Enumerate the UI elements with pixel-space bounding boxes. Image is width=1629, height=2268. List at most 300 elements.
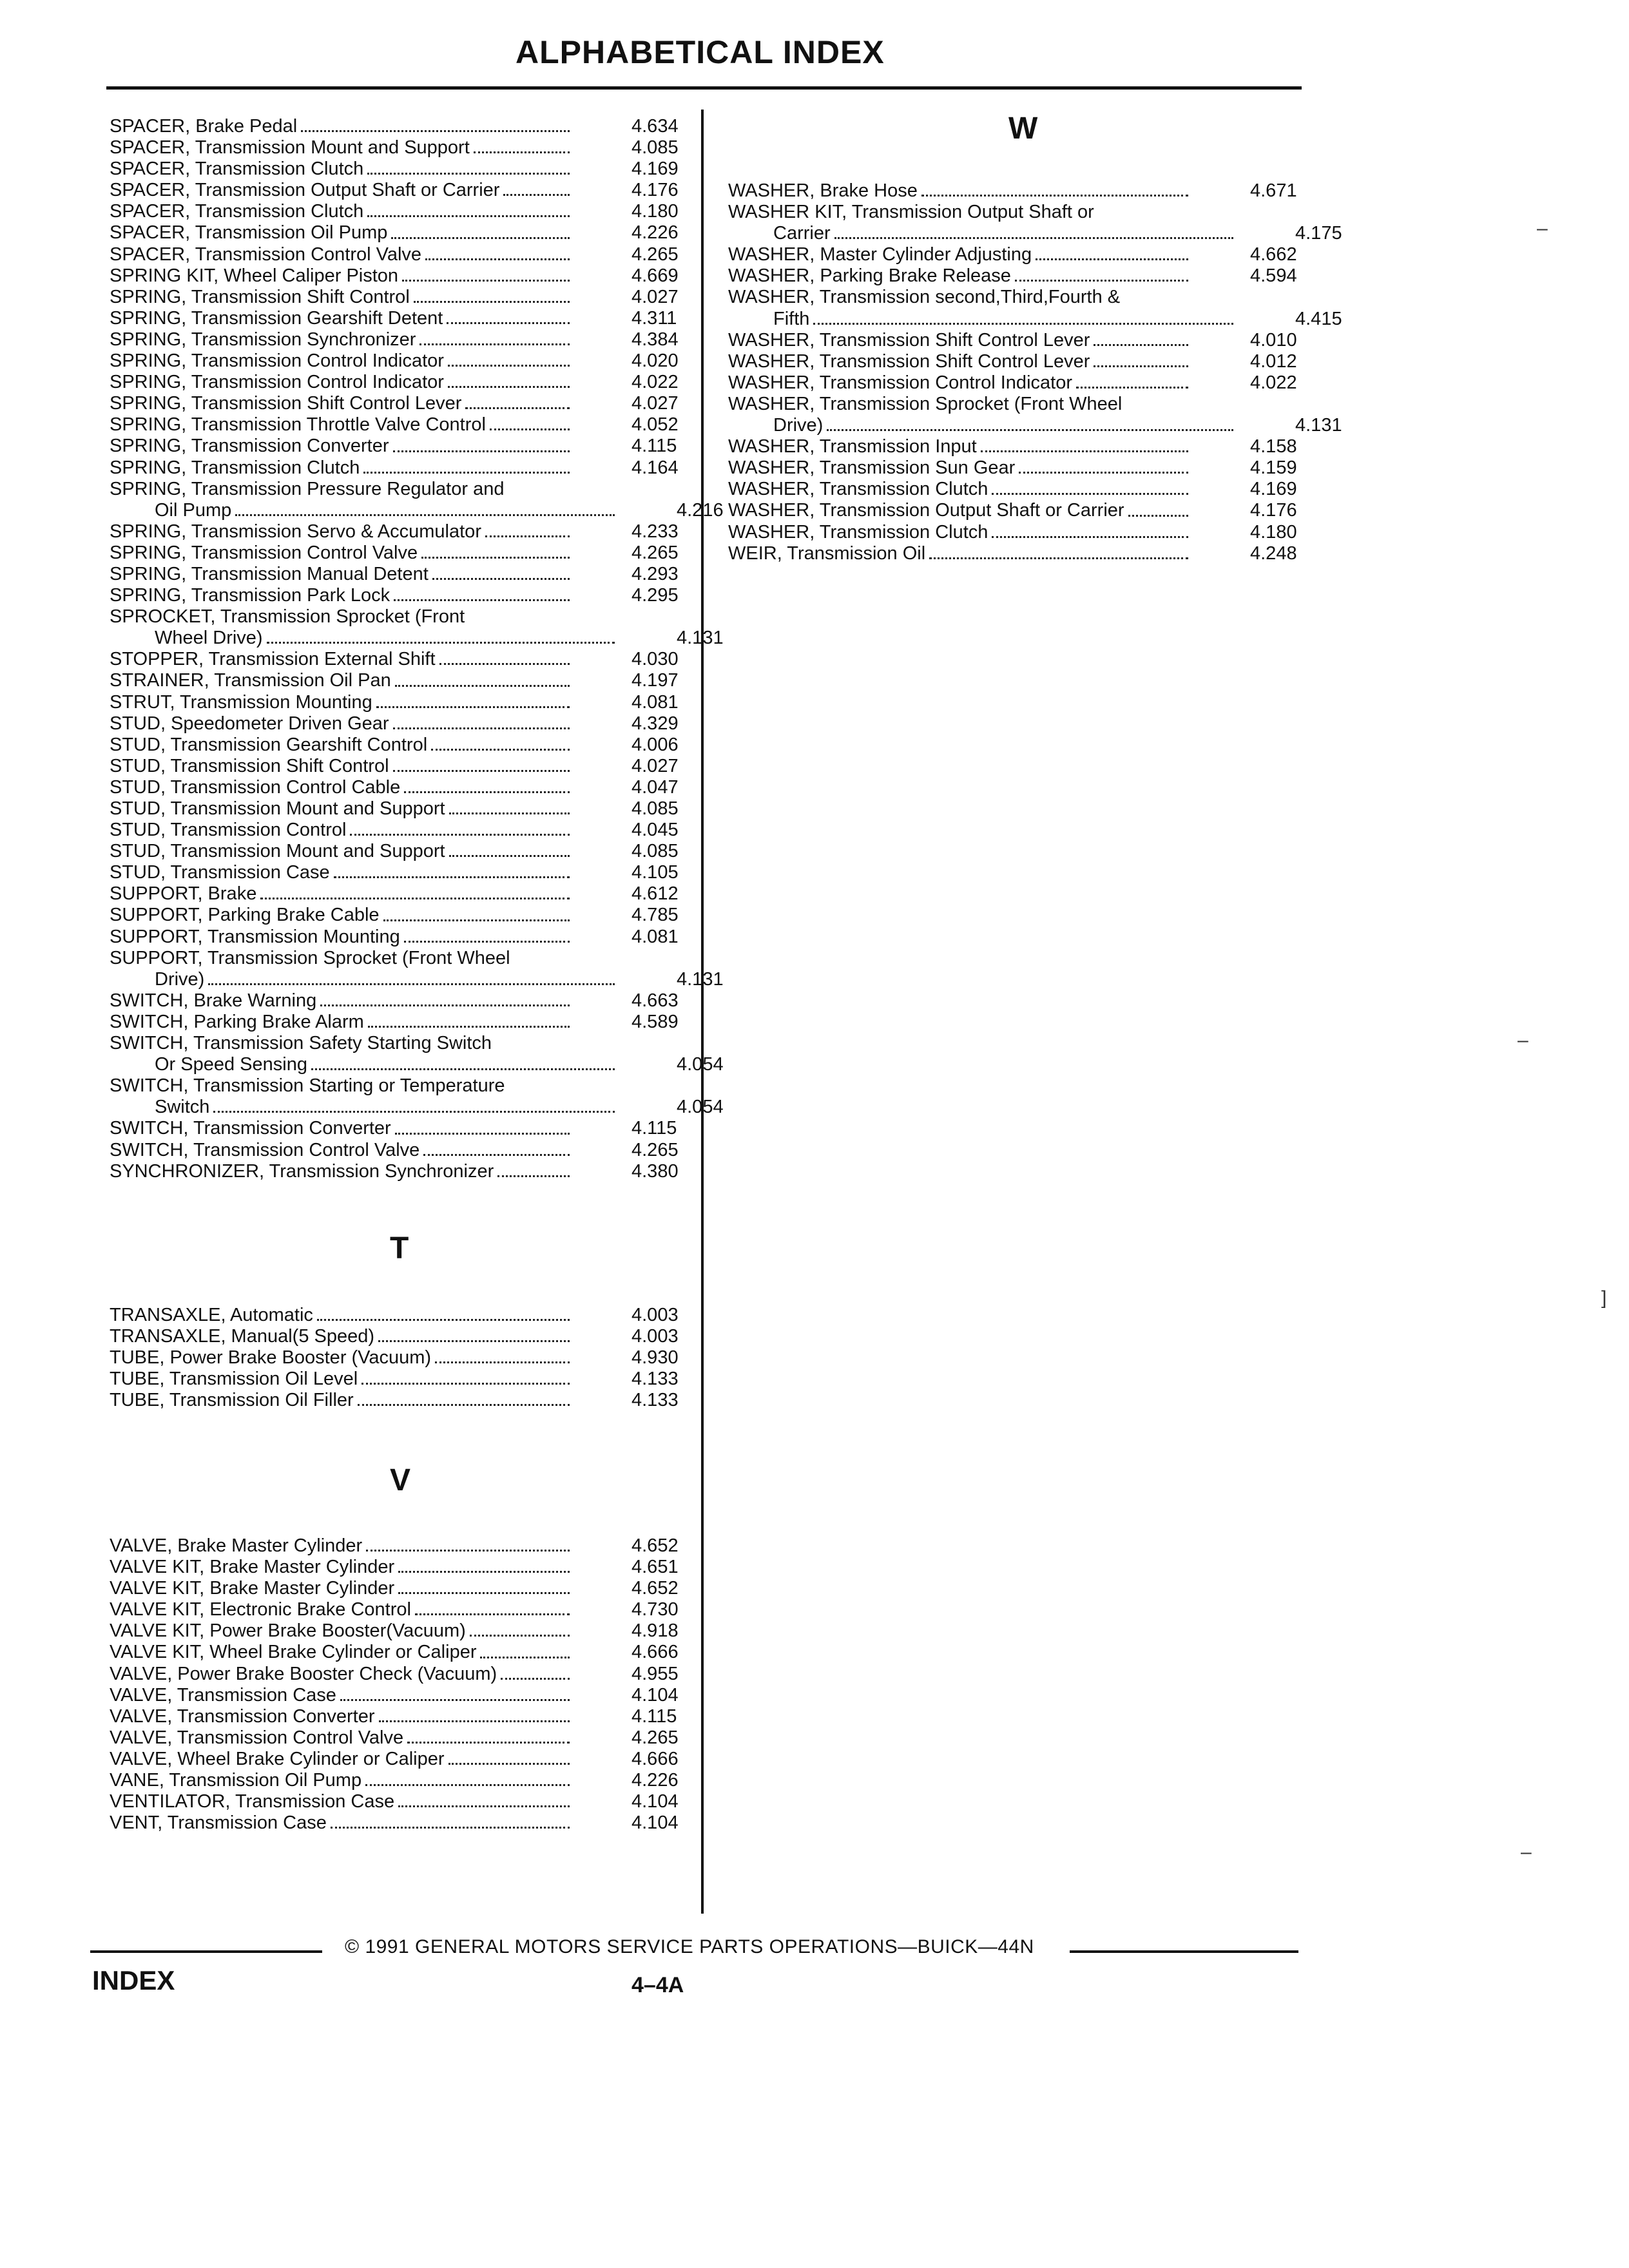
entry-description: WASHER, Brake Hose: [728, 180, 918, 201]
entry-page-reference: 4.052: [631, 414, 679, 436]
entry-description: SPROCKET, Transmission Sprocket (Front: [110, 606, 465, 628]
entry-page-reference: 4.081: [631, 926, 679, 947]
index-entry: [110, 1599, 702, 1620]
dot-leader: [366, 1550, 570, 1552]
section-heading-v: V: [390, 1463, 411, 1497]
dot-leader: [331, 1827, 570, 1829]
dot-leader: [503, 194, 570, 196]
index-entry: [728, 330, 1315, 351]
entry-description: SPACER, Transmission Mount and Support: [110, 137, 470, 159]
index-entry: [110, 1727, 702, 1749]
entry-description: SWITCH, Transmission Converter: [110, 1118, 391, 1139]
entry-page-reference: 4.176: [631, 180, 679, 201]
entry-description: SWITCH, Transmission Starting or Temperature: [110, 1075, 505, 1097]
dot-leader: [485, 535, 570, 537]
entry-page-reference: 4.115: [631, 1118, 677, 1139]
entry-description: SPACER, Transmission Clutch: [110, 159, 364, 180]
entry-page-reference: 4.233: [631, 521, 679, 542]
entry-description: VENT, Transmission Case: [110, 1812, 327, 1834]
dot-leader: [320, 1004, 570, 1006]
index-entry: [110, 1012, 702, 1033]
entry-page-reference: 4.612: [631, 883, 679, 905]
dot-leader: [921, 195, 1188, 197]
dot-leader: [992, 493, 1188, 495]
entry-description: SPACER, Transmission Oil Pump: [110, 222, 388, 244]
entry-page-reference: 4.003: [631, 1326, 679, 1347]
index-entry: [110, 1140, 702, 1161]
dot-leader: [449, 855, 570, 857]
dot-leader: [367, 215, 570, 217]
entry-page-reference: 4.226: [631, 1770, 679, 1791]
index-entry: [110, 329, 702, 351]
index-entry: [110, 265, 702, 287]
dot-leader: [1076, 387, 1188, 389]
dot-leader: [447, 322, 570, 324]
dot-leader: [448, 365, 570, 367]
entry-page-reference: 4.115: [631, 436, 677, 457]
entry-page-reference: 4.169: [631, 159, 679, 180]
entry-description: Oil Pump: [155, 499, 232, 521]
dot-leader: [404, 941, 570, 943]
entry-description: TRANSAXLE, Automatic: [110, 1305, 313, 1325]
dot-leader: [395, 685, 570, 687]
entry-page-reference: 4.133: [631, 1369, 679, 1390]
entry-page-reference: 4.730: [631, 1599, 679, 1620]
entry-description: SPRING, Transmission Shift Control Lever: [110, 393, 462, 414]
entry-page-reference: 4.027: [631, 286, 679, 307]
dot-leader: [379, 1720, 570, 1722]
index-entry: [728, 457, 1315, 479]
entry-description: VALVE KIT, Brake Master Cylinder: [110, 1578, 395, 1599]
entry-page-reference: 4.666: [631, 1642, 679, 1663]
margin-mark: ]: [1601, 1287, 1607, 1309]
index-entry: [728, 244, 1315, 265]
index-entry: [110, 990, 702, 1012]
entry-page-reference: 4.131: [1295, 415, 1342, 436]
entry-page-reference: 4.054: [677, 1054, 724, 1075]
dot-leader: [834, 237, 1233, 239]
entry-page-reference: 4.662: [1250, 244, 1297, 265]
entry-description: SPRING, Transmission Control Indicator: [110, 372, 444, 393]
entry-page-reference: 4.415: [1295, 308, 1342, 329]
entry-description: SPRING, Transmission Shift Control: [110, 286, 410, 307]
dot-leader: [393, 450, 570, 452]
index-entry: [110, 692, 702, 713]
index-entry: [110, 1033, 724, 1075]
entry-page-reference: 4.169: [1250, 479, 1297, 500]
entry-description: SPRING KIT, Wheel Caliper Piston: [110, 265, 399, 286]
index-entry: [110, 351, 702, 372]
entry-description: SPRING, Transmission Throttle Valve Control: [110, 414, 486, 436]
footer-rule-right: [1070, 1950, 1298, 1953]
index-entry: [110, 1770, 702, 1791]
entry-description: SWITCH, Brake Warning: [110, 990, 317, 1011]
index-entry: [110, 1347, 702, 1369]
index-entry: [110, 1326, 702, 1347]
index-entry: [110, 1620, 702, 1642]
entry-description: STUD, Transmission Control Cable: [110, 776, 401, 798]
section-heading-w: W: [1008, 111, 1038, 146]
margin-mark: –: [1518, 1030, 1528, 1051]
dot-leader: [398, 1571, 570, 1573]
entry-page-reference: 4.027: [631, 755, 679, 776]
entry-description: SPRING, Transmission Synchronizer: [110, 329, 416, 350]
dot-leader: [208, 983, 615, 985]
dot-leader: [402, 280, 570, 282]
v-section: [110, 1535, 702, 1834]
index-entry: [110, 1685, 702, 1706]
entry-page-reference: 4.652: [631, 1578, 679, 1599]
index-entry: [110, 1749, 702, 1770]
dot-leader: [383, 919, 570, 921]
index-entry: [110, 606, 724, 649]
entry-page-reference: 4.226: [631, 222, 679, 244]
entry-description: STUD, Transmission Gearshift Control: [110, 734, 428, 755]
index-entry: [110, 798, 702, 820]
index-entry: [728, 436, 1315, 457]
entry-description: WASHER, Parking Brake Release: [728, 265, 1011, 287]
index-entry: [728, 522, 1315, 543]
entry-page-reference: 4.115: [631, 1706, 677, 1727]
entry-description: SWITCH, Transmission Control Valve: [110, 1139, 420, 1160]
dot-leader: [448, 1763, 570, 1765]
entry-page-reference: 4.045: [631, 820, 679, 841]
index-entry: [110, 713, 702, 735]
index-entry: [110, 308, 702, 329]
dot-leader: [340, 1699, 570, 1701]
index-entry: [110, 137, 702, 159]
footer-section-label: INDEX: [92, 1965, 175, 1995]
entry-page-reference: 4.158: [1250, 436, 1297, 457]
dot-leader: [317, 1319, 570, 1321]
entry-description: STUD, Transmission Mount and Support: [110, 798, 445, 819]
dot-leader: [393, 727, 570, 729]
entry-description: VENTILATOR, Transmission Case: [110, 1791, 395, 1812]
w-section: [728, 180, 1342, 564]
entry-description: STUD, Transmission Shift Control: [110, 755, 389, 776]
index-entry: [110, 287, 702, 308]
index-entry: [728, 393, 1342, 436]
entry-page-reference: 4.265: [631, 244, 679, 265]
entry-page-reference: 4.022: [1250, 372, 1297, 393]
dot-leader: [474, 151, 570, 153]
entry-description: WASHER, Transmission Input: [728, 436, 977, 457]
entry-description: STUD, Transmission Control: [110, 820, 347, 841]
dot-leader: [435, 1361, 570, 1363]
index-entry: [110, 478, 724, 521]
entry-page-reference: 4.930: [631, 1347, 679, 1369]
footer-rule-left: [90, 1950, 322, 1953]
entry-description: WASHER, Transmission second,Third,Fourth &: [728, 287, 1121, 308]
index-entry: [728, 265, 1315, 287]
entry-description: WASHER, Transmission Sprocket (Front Wheel: [728, 393, 1123, 414]
dot-leader: [431, 749, 570, 751]
entry-description: VALVE, Transmission Control Valve: [110, 1727, 404, 1748]
entry-page-reference: 4.265: [631, 1727, 679, 1748]
entry-page-reference: 4.027: [631, 393, 679, 414]
entry-description: VALVE KIT, Wheel Brake Cylinder or Caliper: [110, 1642, 477, 1663]
t-section: [110, 1305, 702, 1411]
entry-description: WASHER, Transmission Clutch: [728, 521, 988, 543]
footer-copyright: © 1991 GENERAL MOTORS SERVICE PARTS OPERATIONS—BUICK—44N: [345, 1936, 1034, 1957]
entry-page-reference: 4.131: [677, 628, 724, 649]
index-entry: [110, 1578, 702, 1599]
dot-leader: [480, 1657, 570, 1658]
index-entry: [110, 1161, 702, 1182]
dot-leader: [470, 1635, 570, 1637]
dot-leader: [415, 1613, 570, 1615]
entry-description: SPRING, Transmission Pressure Regulator and: [110, 478, 505, 499]
entry-description: SUPPORT, Parking Brake Cable: [110, 905, 380, 926]
entry-description: WASHER, Transmission Shift Control Lever: [728, 351, 1090, 372]
entry-description: SPACER, Transmission Clutch: [110, 201, 364, 222]
index-entry: [110, 222, 702, 244]
index-entry: [728, 180, 1315, 202]
index-entry: [110, 414, 702, 436]
index-entry: [110, 1390, 702, 1411]
entry-description: WASHER, Transmission Control Indicator: [728, 372, 1072, 393]
entry-description: SWITCH, Transmission Safety Starting Switch: [110, 1033, 492, 1054]
index-entry: [110, 1812, 702, 1834]
dot-leader: [398, 1592, 570, 1594]
entry-page-reference: 4.380: [631, 1160, 679, 1182]
dot-leader: [391, 237, 570, 239]
dot-leader: [407, 1742, 570, 1744]
page-title: ALPHABETICAL INDEX: [516, 34, 885, 70]
index-entry: [110, 457, 702, 479]
entry-description: Or Speed Sensing: [155, 1054, 307, 1075]
index-entry: [110, 393, 702, 414]
entry-description: TUBE, Transmission Oil Filler: [110, 1390, 354, 1411]
dot-leader: [376, 706, 570, 708]
entry-page-reference: 4.085: [631, 798, 679, 819]
entry-page-reference: 4.006: [631, 734, 679, 755]
dot-leader: [490, 428, 570, 430]
entry-page-reference: 4.180: [631, 201, 679, 222]
index-column-left: [110, 116, 724, 1182]
entry-page-reference: 4.671: [1250, 180, 1297, 201]
index-entry: [110, 1075, 724, 1118]
dot-leader: [368, 1026, 570, 1028]
index-entry: [728, 479, 1315, 500]
entry-page-reference: 4.133: [631, 1390, 679, 1411]
margin-mark: –: [1537, 218, 1548, 239]
dot-leader: [398, 1805, 570, 1807]
dot-leader: [1019, 472, 1188, 474]
entry-description: SPRING, Transmission Servo & Accumulator: [110, 521, 481, 542]
entry-description: SPACER, Transmission Output Shaft or Carrier: [110, 180, 500, 201]
dot-leader: [395, 1133, 570, 1135]
entry-page-reference: 4.105: [631, 862, 679, 883]
index-entry: [110, 883, 702, 905]
entry-description: VALVE KIT, Power Brake Booster(Vacuum): [110, 1620, 466, 1642]
index-entry: [110, 927, 702, 948]
entry-page-reference: 4.164: [631, 457, 679, 478]
index-entry: [728, 543, 1315, 564]
dot-leader: [361, 1383, 570, 1385]
entry-description: SPRING, Transmission Manual Detent: [110, 563, 429, 584]
entry-page-reference: 4.180: [1250, 521, 1297, 543]
index-entry: [110, 180, 702, 201]
entry-description: SPACER, Brake Pedal: [110, 116, 298, 137]
entry-page-reference: 4.054: [677, 1097, 724, 1118]
index-entry: [110, 372, 702, 393]
dot-leader: [432, 578, 570, 580]
dot-leader: [419, 343, 570, 345]
entry-description: TRANSAXLE, Manual(5 Speed): [110, 1326, 375, 1347]
index-entry: [110, 947, 724, 990]
entry-page-reference: 4.955: [631, 1663, 679, 1684]
entry-description: SPRING, Transmission Control Valve: [110, 542, 418, 563]
entry-page-reference: 4.785: [631, 905, 679, 926]
entry-description: WASHER, Transmission Clutch: [728, 479, 988, 500]
entry-description: Carrier: [773, 223, 831, 244]
entry-page-reference: 4.248: [1250, 543, 1297, 564]
entry-description: Switch: [155, 1097, 210, 1118]
header-rule: [106, 86, 1302, 90]
entry-description: Fifth: [773, 308, 810, 329]
entry-description: SUPPORT, Brake: [110, 883, 257, 905]
entry-description: SUPPORT, Transmission Sprocket (Front Wheel: [110, 947, 510, 968]
index-entry: [110, 735, 702, 756]
entry-description: SPRING, Transmission Converter: [110, 436, 389, 457]
entry-description: SUPPORT, Transmission Mounting: [110, 926, 400, 947]
section-heading-t: T: [390, 1231, 409, 1265]
entry-description: WEIR, Transmission Oil: [728, 543, 926, 564]
entry-page-reference: 4.104: [631, 1791, 679, 1812]
entry-page-reference: 4.666: [631, 1748, 679, 1769]
dot-leader: [301, 130, 570, 132]
entry-description: WASHER, Transmission Shift Control Lever: [728, 329, 1090, 351]
dot-leader: [394, 599, 570, 601]
dot-leader: [448, 386, 570, 388]
dot-leader: [423, 1154, 570, 1156]
entry-description: STRAINER, Transmission Oil Pan: [110, 670, 391, 691]
index-entry: [110, 1557, 702, 1578]
entry-description: TUBE, Transmission Oil Level: [110, 1369, 358, 1390]
index-entry: [110, 1535, 702, 1557]
entry-page-reference: 4.918: [631, 1620, 679, 1642]
index-entry: [728, 287, 1342, 329]
entry-description: VALVE, Transmission Case: [110, 1684, 336, 1706]
dot-leader: [465, 407, 570, 409]
entry-page-reference: 4.131: [677, 968, 724, 990]
dot-leader: [365, 1784, 570, 1786]
index-entry: [110, 670, 702, 691]
dot-leader: [311, 1068, 615, 1070]
dot-leader: [813, 323, 1233, 325]
entry-page-reference: 4.265: [631, 1139, 679, 1160]
dot-leader: [358, 1404, 570, 1406]
entry-description: WASHER KIT, Transmission Output Shaft or: [728, 202, 1094, 223]
entry-page-reference: 4.010: [1250, 329, 1297, 351]
index-entry: [110, 159, 702, 180]
index-entry: [110, 585, 702, 606]
index-entry: [110, 1118, 702, 1139]
dot-leader: [1036, 258, 1188, 260]
entry-page-reference: 4.104: [631, 1684, 679, 1706]
dot-leader: [981, 450, 1188, 452]
entry-description: STUD, Transmission Case: [110, 862, 330, 883]
entry-page-reference: 4.384: [631, 329, 679, 350]
dot-leader: [414, 301, 570, 303]
entry-page-reference: 4.159: [1250, 457, 1297, 479]
entry-page-reference: 4.012: [1250, 351, 1297, 372]
index-entry: [728, 202, 1342, 244]
entry-page-reference: 4.030: [631, 649, 679, 670]
index-entry: [110, 116, 702, 137]
entry-description: VALVE KIT, Brake Master Cylinder: [110, 1557, 395, 1578]
index-entry: [110, 1706, 702, 1727]
dot-leader: [439, 663, 570, 665]
entry-page-reference: 4.104: [631, 1812, 679, 1834]
dot-leader: [421, 557, 570, 559]
entry-description: STUD, Speedometer Driven Gear: [110, 713, 389, 734]
dot-leader: [260, 898, 570, 899]
index-entry: [110, 1791, 702, 1812]
entry-description: Drive): [155, 968, 205, 990]
entry-description: VALVE KIT, Electronic Brake Control: [110, 1599, 411, 1620]
entry-page-reference: 4.176: [1250, 500, 1297, 521]
entry-description: VANE, Transmission Oil Pump: [110, 1770, 362, 1791]
dot-leader: [449, 812, 570, 814]
dot-leader: [827, 429, 1233, 431]
entry-description: SWITCH, Parking Brake Alarm: [110, 1011, 364, 1032]
index-entry: [110, 244, 702, 265]
dot-leader: [1015, 280, 1188, 282]
entry-page-reference: 4.216: [677, 499, 724, 521]
entry-description: VALVE, Transmission Converter: [110, 1706, 375, 1727]
entry-page-reference: 4.651: [631, 1557, 679, 1578]
index-entry: [728, 500, 1315, 521]
entry-description: SPRING, Transmission Control Indicator: [110, 351, 444, 372]
index-entry: [110, 777, 702, 798]
entry-page-reference: 4.652: [631, 1535, 679, 1556]
entry-page-reference: 4.081: [631, 691, 679, 713]
dot-leader: [334, 876, 570, 878]
entry-page-reference: 4.329: [631, 713, 679, 734]
entry-page-reference: 4.589: [631, 1011, 679, 1032]
entry-page-reference: 4.295: [631, 585, 679, 606]
entry-page-reference: 4.175: [1295, 223, 1342, 244]
index-entry: [110, 543, 702, 564]
index-entry: [728, 372, 1315, 394]
dot-leader: [235, 514, 615, 516]
index-entry: [110, 756, 702, 777]
dot-leader: [367, 173, 570, 175]
margin-mark: –: [1521, 1841, 1532, 1863]
entry-description: TUBE, Power Brake Booster (Vacuum): [110, 1347, 432, 1369]
entry-page-reference: 4.594: [1250, 265, 1297, 287]
index-entry: [110, 905, 702, 926]
dot-leader: [363, 472, 570, 474]
dot-leader: [425, 258, 570, 260]
dot-leader: [267, 642, 615, 644]
dot-leader: [378, 1340, 570, 1342]
dot-leader: [1094, 344, 1188, 346]
dot-leader: [213, 1111, 615, 1113]
entry-description: WASHER, Transmission Output Shaft or Carrier: [728, 500, 1124, 521]
entry-page-reference: 4.265: [631, 542, 679, 563]
entry-description: STOPPER, Transmission External Shift: [110, 649, 436, 670]
index-entry: [110, 1305, 702, 1326]
index-entry: [110, 862, 702, 883]
entry-page-reference: 4.197: [631, 670, 679, 691]
index-entry: [110, 521, 702, 543]
index-entry: [110, 841, 702, 862]
entry-page-reference: 4.669: [631, 265, 679, 286]
index-entry: [110, 201, 702, 222]
